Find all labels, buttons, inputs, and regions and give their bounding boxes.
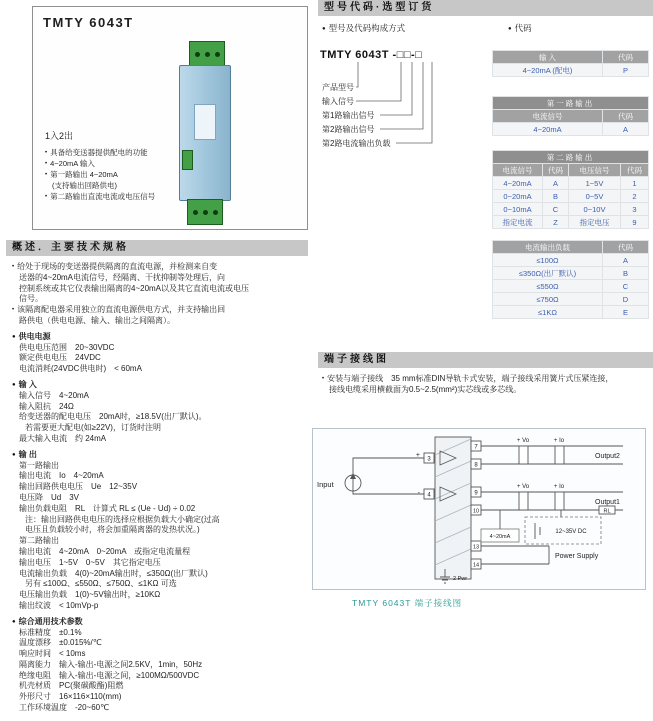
feature-list — [45, 147, 155, 202]
spec-section-title: ● 输 出 — [12, 449, 37, 459]
table-title-cell: 第一路输出 — [493, 97, 649, 110]
output1-code-table — [492, 96, 649, 136]
product-box — [32, 6, 308, 230]
io-load-label: + Io — [553, 438, 565, 444]
power-circuit — [481, 546, 549, 564]
wiring-diagram-box — [312, 428, 646, 590]
spec-line: 控制系统或其它仪表输出隔离的4~20mA以及其它直流电流或电压 — [19, 283, 250, 293]
table-cell: 0~10mA — [493, 203, 543, 216]
table-cell: 0~10V — [569, 203, 621, 216]
code-label-load: 第2路电流输出负载 — [322, 139, 391, 148]
feature-item — [45, 180, 155, 191]
table-header-cell: 电流信号 — [493, 164, 543, 177]
spec-line: 标准精度 ±0.1% — [19, 627, 82, 637]
spec-line: 温度漂移 ±0.015%/℃ — [19, 638, 102, 648]
device-label — [194, 104, 216, 140]
table-header-cell: 电流信号 — [493, 110, 603, 123]
section-header-ordering — [318, 0, 653, 16]
table-cell: ≤750Ω — [493, 293, 603, 306]
spec-line: 工作环境温度 -20~60℃ — [19, 703, 110, 713]
spec-line: 输出纹波 < 10mVp-p — [19, 600, 99, 610]
spec-line: 输出回路供电电压 Ue 12~35V — [19, 482, 138, 492]
code-label-product: 产品型号 — [322, 83, 354, 92]
ordering-subtitle: ● 型号及代码构成方式 — [322, 23, 406, 33]
table-header-cell: 代码 — [603, 110, 649, 123]
table-cell: A — [603, 254, 649, 267]
output1-label: Output1 — [595, 499, 620, 506]
wiring-caption: TMTY 6043T 端子接线图 — [352, 598, 463, 608]
bullet-icon: ● — [12, 333, 16, 340]
table-header-cell: 代码 — [603, 241, 649, 254]
wiring-diagram — [313, 429, 645, 589]
spec-line: 路供电（供电电源、输入、输出之间隔离）。 — [19, 315, 175, 325]
table-cell: A — [543, 177, 569, 190]
table-cell: Z — [543, 216, 569, 229]
spec-line: 电压降 Ud 3V — [19, 492, 80, 502]
loop-current-label: 4~20mA — [489, 534, 511, 540]
table-cell: 3 — [621, 203, 649, 216]
vo-load-label: + Vo — [516, 484, 530, 490]
spec-line: • 给处于现场的变送器提供隔离的直流电源，并检测来自变 — [12, 262, 218, 271]
table-header-cell: 代码 — [543, 164, 569, 177]
supply-voltage-label: 12~35V DC — [555, 529, 587, 535]
spec-line: 送器的4~20mA电流信号，经隔离、干扰抑制等处理后，向 — [19, 272, 226, 282]
spec-line: 外形尺寸 16×116×110(mm) — [19, 692, 122, 702]
isolator-module — [435, 437, 471, 579]
spec-line: 输出电流 Io 4~20mA — [19, 471, 104, 481]
spec-line: 电流消耗(24VDC供电时) < 60mA — [19, 364, 142, 374]
spec-subsection-title: 第一路输出 — [19, 460, 59, 470]
section-title: 型号代码·选型订货 — [324, 2, 435, 13]
bullet-icon: ● — [12, 618, 16, 625]
terminal-number: 14 — [472, 562, 480, 569]
spec-line: 信号。 — [19, 294, 43, 304]
battery-icon — [535, 523, 540, 539]
table-cell: 9 — [621, 216, 649, 229]
bullet-icon: • — [12, 264, 15, 270]
terminal-number: 10 — [472, 508, 480, 515]
input-code-table — [492, 50, 649, 77]
spec-line: 最大输入电流 约 24mA — [19, 433, 107, 443]
spec-line: 输出电压 1~5V 0~5V 其它指定电压 — [19, 557, 161, 567]
feature-item — [45, 169, 155, 180]
bullet-icon: • — [45, 194, 48, 200]
pwr-label: 2 Pwr — [453, 576, 468, 582]
load-code-table — [492, 240, 649, 319]
spec-note-line: 电压且负载较小时，将会加重隔离器的发热状况。) — [25, 525, 200, 535]
table-cell: ≤100Ω — [493, 254, 603, 267]
install-line: • 安装与端子接线 35 mm标准DIN导轨卡式安装，端子接线采用簧片式压紧连接， — [322, 374, 614, 383]
table-cell: ≤1KΩ — [493, 306, 603, 319]
table-header-cell: 电压信号 — [569, 164, 621, 177]
spec-line: 绝缘电阻 输入-输出-电源之间，≥100MΩ/500VDC — [19, 670, 200, 680]
spec-line: 电压输出负载 1(0)~5V输出时，≥10KΩ — [19, 590, 161, 600]
table-cell: 4~20mA — [493, 177, 543, 190]
code-label-input: 输入信号 — [322, 97, 354, 106]
table-cell: B — [543, 190, 569, 203]
table-cell: 4~20mA (配电) — [493, 64, 603, 77]
rl-label: RL — [603, 508, 611, 515]
table-header-cell: 代码 — [603, 51, 649, 64]
device-bottom-terminal — [187, 199, 223, 225]
table-cell: C — [603, 280, 649, 293]
feature-item — [45, 191, 155, 202]
bullet-icon: ● — [12, 381, 16, 388]
spec-line: 供电电压范围 20~30VDC — [19, 342, 115, 352]
table-header-cell: 输 入 — [493, 51, 603, 64]
spec-line: • 该隔离配电器采用独立的直流电源供电方式，并支持输出回 — [12, 305, 226, 315]
feature-item — [45, 147, 155, 158]
terminal-number: 7 — [474, 444, 478, 451]
power-supply-label: Power Supply — [555, 553, 599, 560]
bullet-icon: ● — [12, 451, 16, 458]
spec-section-title: ● 供电电源 — [12, 331, 51, 341]
bullet-icon: • — [322, 376, 325, 382]
code-label-output1: 第1路输出信号 — [322, 111, 375, 120]
terminal-number: 9 — [474, 490, 478, 497]
spec-note-line: 注：输出回路供电电压的选择应根据负载大小确定(过高 — [25, 514, 220, 524]
spec-section-title: ● 综合通用技术参数 — [12, 616, 83, 626]
product-title: TMTY 6043T — [43, 15, 134, 30]
spec-line: 隔离能力 输入-输出-电源之间2.5KV，1min，50Hz — [19, 659, 203, 669]
table-cell: 0~5V — [569, 190, 621, 203]
table-cell: B — [603, 267, 649, 280]
code-label-output2: 第2路输出信号 — [322, 125, 375, 134]
arrow-up-icon — [350, 473, 356, 479]
spec-line: 另有 ≤100Ω、≤550Ω、≤750Ω、≤1KΩ 可选 — [25, 579, 177, 589]
spec-line: 输出电流 4~20mA 0~20mA 或指定电流量程 — [19, 546, 191, 556]
feature-text: 第一路输出 4~20mA — [50, 170, 118, 179]
table-cell: 4~20mA — [493, 123, 603, 136]
spec-line: 给变送器的配电电压 20mA时，≥18.5V(出厂默认)。 — [19, 412, 207, 422]
table-cell: D — [603, 293, 649, 306]
spec-line: 输入信号 4~20mA — [19, 390, 90, 400]
table-cell: ≤350Ω(出厂默认) — [493, 267, 603, 280]
bullet-icon: • — [45, 150, 48, 156]
table-cell: 1~5V — [569, 177, 621, 190]
section-header-overview — [6, 240, 308, 256]
bullet-icon: • — [45, 172, 48, 178]
input-circuit — [345, 458, 424, 494]
plus-sign: + — [415, 452, 420, 459]
spec-line: 若需要更大配电(如≥22V)，订货时注明 — [25, 423, 161, 433]
table-cell: 0~20mA — [493, 190, 543, 203]
bullet-icon: ● — [322, 26, 326, 32]
table-title-cell: 第二路输出 — [493, 151, 649, 164]
bullet-icon: ● — [508, 26, 512, 32]
table-cell: E — [603, 306, 649, 319]
table-header-cell: 电流输出负载 — [493, 241, 603, 254]
table-cell: 2 — [621, 190, 649, 203]
code-label-bullet: ● 代码 — [508, 23, 532, 33]
terminal-number: 13 — [472, 544, 480, 551]
spec-line: 响应时间 < 10ms — [19, 649, 86, 659]
output-terminals — [471, 441, 481, 569]
section-title: 概述．主要技术规格 — [12, 242, 129, 253]
table-cell: P — [603, 64, 649, 77]
io-load-label: + Io — [553, 484, 565, 490]
device-body — [179, 65, 231, 201]
table-cell: 指定电压 — [569, 216, 621, 229]
spec-body — [12, 262, 308, 714]
spec-line: 输出负载电阻 RL 计算式 RL ≤ (Ue - Ud) ÷ 0.02 — [19, 503, 196, 513]
model-code-diagram — [318, 44, 498, 156]
table-cell: 指定电流 — [493, 216, 543, 229]
terminal-number: 3 — [427, 456, 431, 463]
feature-text: (支持输出回路供电) — [52, 181, 117, 190]
output2-label: Output2 — [595, 453, 620, 460]
spec-line: 机壳材质 PC(聚碳酸酯)阻燃 — [19, 681, 124, 691]
table-cell: C — [543, 203, 569, 216]
spec-section-title: ● 输 入 — [12, 379, 37, 389]
minus-sign: - — [417, 490, 420, 497]
input-label: Input — [317, 480, 334, 489]
table-cell: 1 — [621, 177, 649, 190]
table-cell: ≤550Ω — [493, 280, 603, 293]
vo-load-label: + Vo — [516, 438, 530, 444]
terminal-number: 4 — [427, 492, 431, 499]
product-photo — [179, 41, 233, 227]
output1-circuit — [481, 492, 623, 529]
spec-subsection-title: 第二路输出 — [19, 536, 59, 546]
terminal-number: 8 — [474, 462, 478, 469]
spec-line: 电流输出负载 4(0)~20mA输出时，≤350Ω(出厂默认) — [19, 568, 208, 578]
spec-line: 输入阻抗 24Ω — [19, 401, 74, 411]
install-text — [322, 374, 650, 396]
feature-text: 4~20mA 输入 — [50, 159, 95, 168]
section-header-wiring — [318, 352, 653, 368]
install-line: 接线电缆采用横截面为0.5~2.5(mm²)实芯线或多芯线。 — [329, 384, 522, 394]
spec-line: 额定供电电压 24VDC — [19, 353, 101, 363]
feature-text: 具备给变送器提供配电的功能 — [50, 148, 148, 157]
section-title: 端子接线图 — [324, 354, 389, 365]
model-code-text: TMTY 6043T -□□-□ — [320, 49, 423, 61]
table-cell: A — [603, 123, 649, 136]
device-mid-connector — [182, 150, 193, 170]
bullet-icon: • — [45, 161, 48, 167]
feature-text: 第二路输出直流电流或电压信号 — [50, 192, 156, 201]
output2-code-table — [492, 150, 649, 229]
device-top-terminal — [189, 41, 225, 67]
table-header-cell: 代码 — [621, 164, 649, 177]
input-terminals — [424, 453, 434, 499]
feature-item — [45, 158, 155, 169]
bullet-icon: • — [12, 307, 15, 314]
io-count-label: 1入2出 — [45, 131, 74, 141]
